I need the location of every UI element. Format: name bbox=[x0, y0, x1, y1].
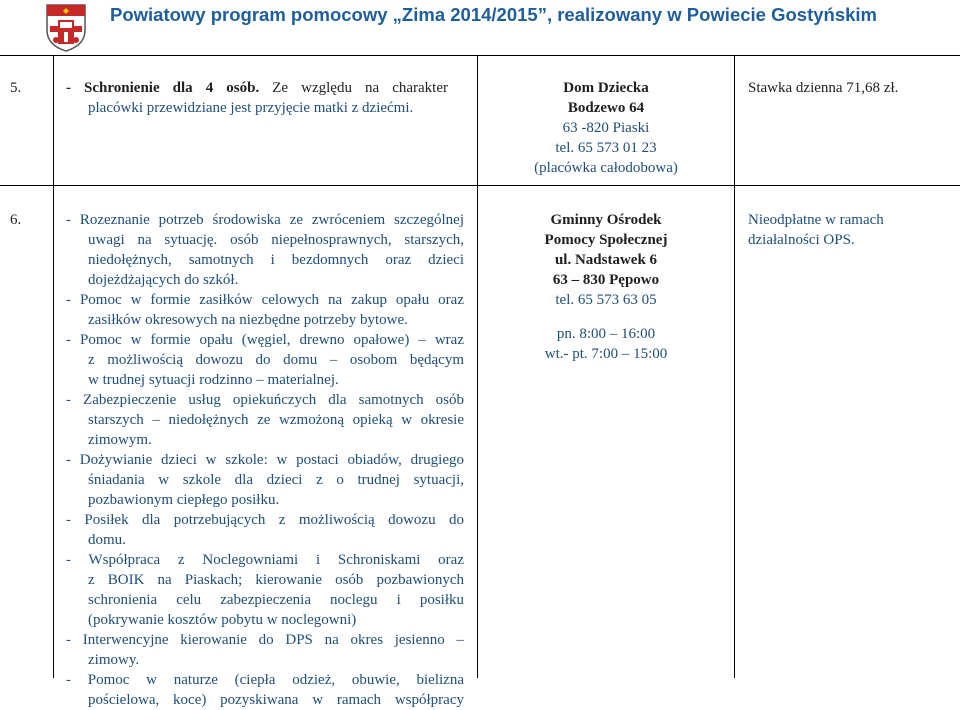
description-line: zasiłków okresowych na niezbędne potrzeby bytowe. bbox=[88, 312, 408, 328]
description-line: zimowy. bbox=[88, 652, 140, 668]
terms-line: działalności OPS. bbox=[748, 232, 855, 248]
page-header bbox=[0, 0, 960, 52]
description-line: pościelowa, koce) pozyskiwana w ramach współpracy bbox=[88, 692, 464, 708]
description-line: - Pomoc w formie opału (węgiel, drewno opałowe) – wraz bbox=[66, 332, 464, 348]
institution-postal: 63 -820 Piaski bbox=[562, 120, 650, 136]
description-line: w trudnej sytuacji rodzinno – materialnej. bbox=[88, 372, 339, 388]
description-line: śniadania w szkole dla dzieci z o trudnej sytuacji, bbox=[88, 472, 464, 488]
table-top-border bbox=[0, 55, 960, 56]
description-line: uwagi na sytuację. osób niepełnosprawnych, starszych, bbox=[88, 232, 464, 248]
institution-info bbox=[478, 210, 734, 364]
description-line: - Zabezpieczenie usług opiekuńczych dla samotnych osób bbox=[66, 392, 464, 408]
institution-address: Bodzewo 64 bbox=[567, 100, 645, 116]
description-line: - Współpraca z Noclegowniami i Schroniskami oraz bbox=[66, 552, 464, 568]
description-line: - Pomoc w formie zasiłków celowych na zakup opału oraz bbox=[66, 292, 464, 308]
description-line: zimowym. bbox=[88, 432, 152, 448]
description-lead: - Schronienie dla 4 osób. bbox=[66, 80, 260, 96]
column-divider bbox=[53, 55, 54, 678]
description-line: - Posiłek dla potrzebujących z możliwością dowozu do bbox=[66, 512, 464, 528]
description-text: Ze względu na charakter bbox=[259, 80, 448, 96]
institution-phone: tel. 65 573 63 05 bbox=[555, 292, 657, 308]
institution-hours: pn. 8:00 – 16:00 bbox=[556, 326, 656, 342]
row-description bbox=[66, 78, 448, 118]
institution-phone: tel. 65 573 01 23 bbox=[555, 140, 657, 156]
description-line: niedołężnych, samotnych i bezdomnych oraz dzieci bbox=[88, 252, 464, 268]
page-title: Powiatowy program pomocowy „Zima 2014/2015”, realizowany w Powiecie Gostyńskim bbox=[110, 4, 877, 25]
description-line: - Rozeznanie potrzeb środowiska ze zwróceniem szczególnej bbox=[66, 212, 464, 228]
institution-hours: (placówka całodobowa) bbox=[534, 160, 678, 176]
terms-info: Stawka dzienna 71,68 zł. bbox=[748, 80, 899, 96]
description-text: placówki przewidziane jest przyjęcie matki z dziećmi. bbox=[88, 100, 414, 116]
terms-info bbox=[748, 210, 953, 250]
description-line: z możliwością dowozu do domu – osobom będącym bbox=[88, 352, 464, 368]
institution-address: ul. Nadstawek 6 bbox=[554, 252, 658, 268]
row-description bbox=[66, 210, 464, 710]
institution-name: Gminny Ośrodek bbox=[550, 212, 662, 228]
description-line: (pokrywanie kosztów pobytu w noclegowni) bbox=[88, 612, 357, 628]
row-divider bbox=[0, 185, 960, 186]
column-divider bbox=[734, 55, 735, 678]
terms-line: Nieodpłatne w ramach bbox=[748, 212, 884, 228]
description-line: z BOIK na Piaskach; kierowanie osób pozbawionych bbox=[88, 572, 464, 588]
row-number: 6. bbox=[10, 212, 22, 228]
description-line: pozbawionym ciepłego posiłku. bbox=[88, 492, 280, 508]
description-line: - Interwencyjne kierowanie do DPS na okres jesienno – bbox=[66, 632, 464, 648]
institution-postal: 63 – 830 Pępowo bbox=[552, 272, 660, 288]
coat-of-arms-icon bbox=[44, 2, 88, 52]
institution-name: Dom Dziecka bbox=[563, 80, 649, 96]
description-line: - Pomoc w naturze (ciepła odzież, obuwie, bielizna bbox=[66, 672, 464, 688]
description-line: starszych – niedołężnych ze wzmożoną opieką w okresie bbox=[88, 412, 464, 428]
institution-name: Pomocy Społecznej bbox=[544, 232, 668, 248]
description-line: - Dożywianie dzieci w szkole: w postaci obiadów, drugiego bbox=[66, 452, 464, 468]
institution-info bbox=[478, 78, 734, 178]
description-line: domu. bbox=[88, 532, 126, 548]
description-line: dojeżdżających do szkół. bbox=[88, 272, 239, 288]
institution-hours: wt.- pt. 7:00 – 15:00 bbox=[544, 346, 668, 362]
description-line: schronienia celu zabezpieczenia noclegu i posiłku bbox=[88, 592, 464, 608]
row-number: 5. bbox=[10, 80, 22, 96]
